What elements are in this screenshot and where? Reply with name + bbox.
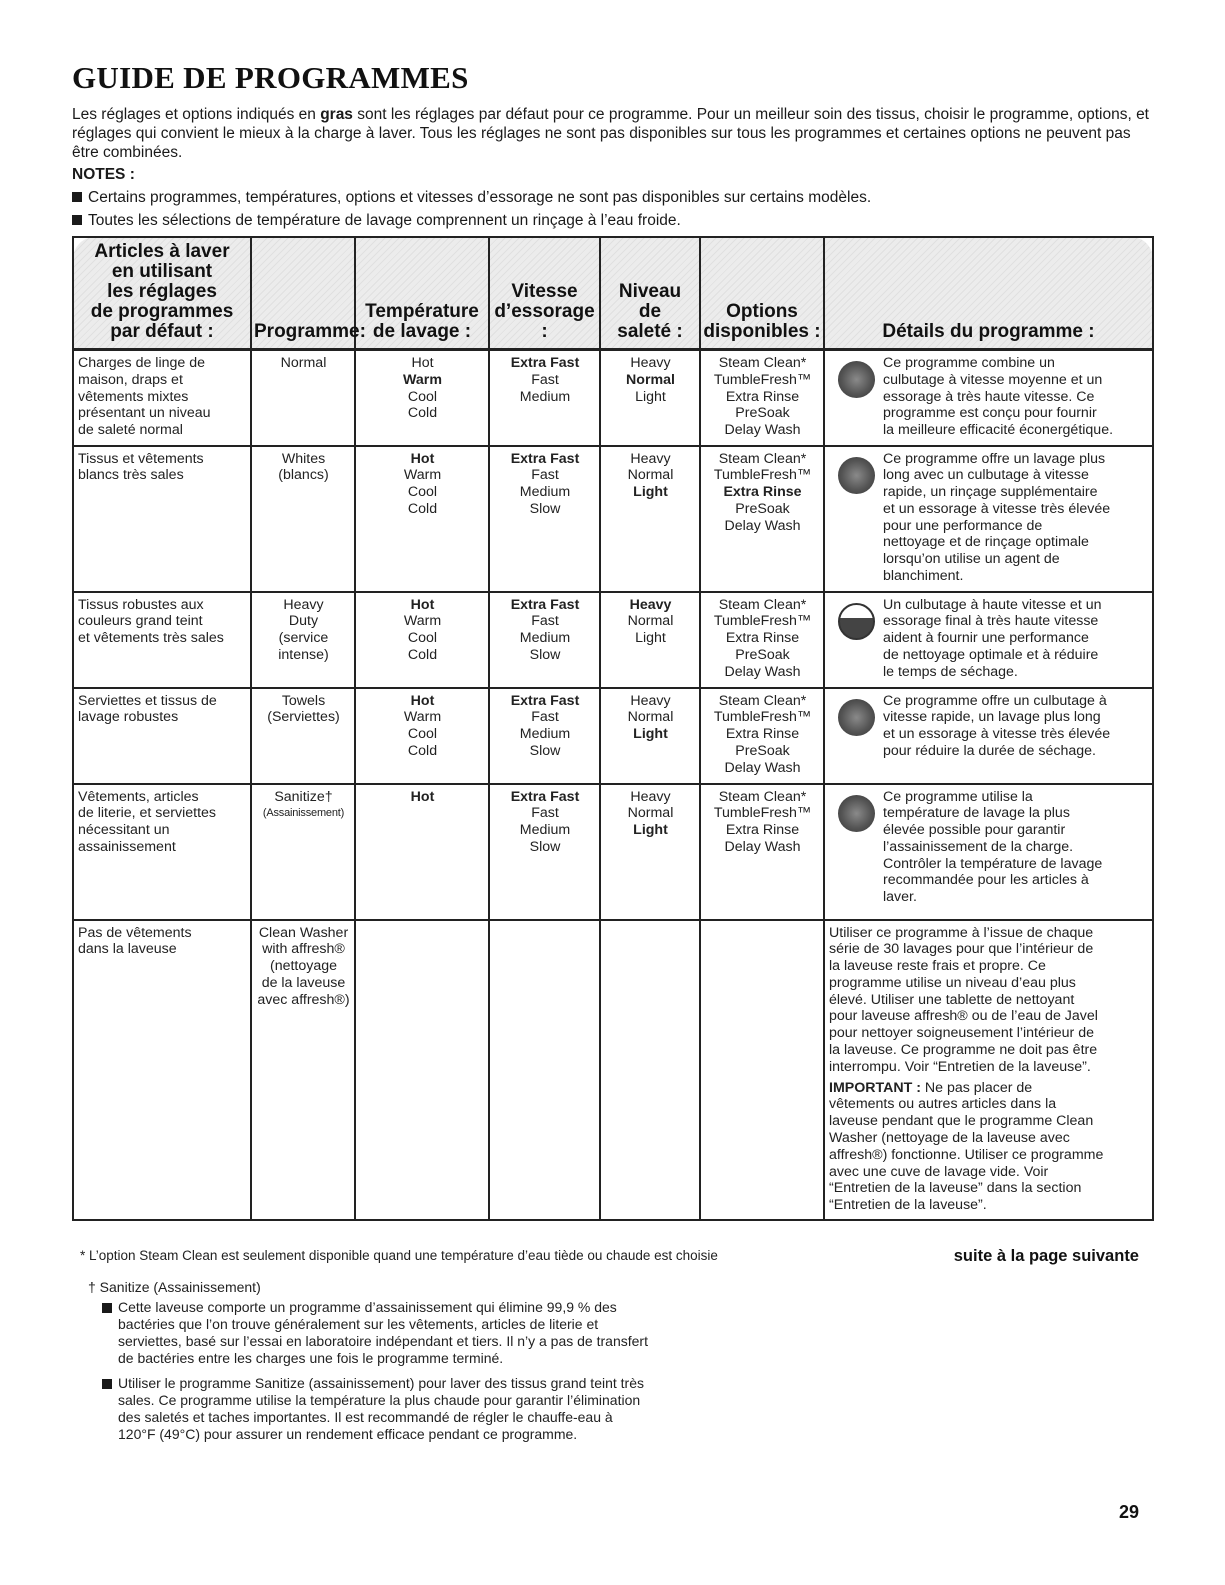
cycle-dial-icon xyxy=(838,603,875,640)
setting-value: Delay Wash xyxy=(724,759,801,776)
cell-line: Tissus et vêtements xyxy=(78,450,204,467)
setting-value: Cool xyxy=(407,388,438,405)
cell-options xyxy=(700,920,824,1221)
cell-vitesse xyxy=(489,592,600,688)
important-line xyxy=(829,1080,1149,1097)
setting-value: Delay Wash xyxy=(724,422,801,439)
cycle-dial-icon xyxy=(838,699,875,736)
setting-value: Cold xyxy=(407,500,438,517)
setting-value: PreSoak xyxy=(735,405,790,422)
sanitize-footnote xyxy=(88,1279,648,1451)
important-line: vêtements ou autres articles dans la xyxy=(829,1096,1057,1113)
cell-line: et vêtements très sales xyxy=(78,630,224,647)
setting-value: Extra Rinse xyxy=(725,822,800,839)
important-line: “Entretien de la laveuse” dans la section xyxy=(829,1180,1082,1197)
header-line: Vitesse xyxy=(511,281,578,302)
cell-details xyxy=(824,350,1153,446)
table-row xyxy=(73,784,1153,920)
details-wrap xyxy=(829,597,1149,681)
cell-temperature xyxy=(355,920,489,1221)
cell-temperature xyxy=(355,350,489,446)
setting-value: Warm xyxy=(403,467,442,484)
table-row xyxy=(73,920,1153,1221)
setting-value: Normal xyxy=(627,805,674,822)
details-text xyxy=(829,925,1149,1215)
cell-line: (nettoyage xyxy=(269,958,338,975)
details-line: pour réduire la durée de séchage. xyxy=(883,742,1096,759)
setting-value: Steam Clean* xyxy=(718,596,807,613)
details-line: Contrôler la température de lavage xyxy=(883,855,1103,872)
setting-value: Medium xyxy=(519,388,571,405)
important-note xyxy=(829,1080,1149,1214)
cell-line: de la laveuse xyxy=(261,974,346,991)
cell-articles xyxy=(73,592,251,688)
setting-value: Cool xyxy=(407,726,438,743)
default-setting: Hot xyxy=(410,450,435,467)
setting-value: Cold xyxy=(407,742,438,759)
setting-value: Medium xyxy=(519,726,571,743)
details-line: Utiliser ce programme à l’issue de chaque xyxy=(829,924,1094,941)
header-line: de xyxy=(638,301,662,322)
setting-value: Slow xyxy=(529,742,561,759)
cell-line: (Assainissement) xyxy=(262,807,345,820)
cell-line: Tissus robustes aux xyxy=(78,596,204,613)
cell-line: Vêtements, articles xyxy=(78,788,199,805)
cell-line: de saleté normal xyxy=(78,422,183,439)
footnote-text: Cette laveuse comporte un programme d’assainissement qui élimine 99,9 % des bactéries que l’on trouve généralement sur les vêtements, articles de literie et serviettes, basé sur l’essai en laboratoire indépendant et tiers. Il n’y a pas de transfert de bactéries entre les charges une fois le programme terminé. xyxy=(118,1299,648,1366)
cell-line: lavage robustes xyxy=(78,709,179,726)
details-wrap xyxy=(829,451,1149,585)
cycle-dial-icon xyxy=(838,795,875,832)
header-vitesse xyxy=(489,237,600,350)
bullet-square-icon xyxy=(102,1303,112,1313)
details-line: blanchiment. xyxy=(883,568,964,585)
cell-articles xyxy=(73,688,251,784)
details-line: Un culbutage à haute vitesse et un xyxy=(883,596,1102,613)
setting-value: Heavy xyxy=(630,355,671,371)
header-line: les réglages xyxy=(107,281,217,302)
setting-value: Light xyxy=(635,388,666,405)
cell-line: maison, draps et xyxy=(78,371,183,388)
cell-line: présentant un niveau xyxy=(78,405,211,422)
details-text xyxy=(883,355,1149,439)
cell-line: intense) xyxy=(278,646,329,663)
table-row xyxy=(73,592,1153,688)
setting-value: TumbleFresh™ xyxy=(713,805,812,822)
header-line: en utilisant xyxy=(111,261,213,282)
cell-line: Serviettes et tissus de xyxy=(78,692,217,709)
cell-programme xyxy=(251,784,355,920)
cell-line: Towels xyxy=(281,692,326,709)
setting-value: Cold xyxy=(407,646,438,663)
cell-articles xyxy=(73,784,251,920)
setting-value: TumbleFresh™ xyxy=(713,709,812,726)
details-line: laver. xyxy=(883,889,917,906)
cell-articles xyxy=(73,920,251,1221)
setting-value: Medium xyxy=(519,822,571,839)
cell-details xyxy=(824,784,1153,920)
setting-value: Cool xyxy=(407,484,438,501)
notes-title: NOTES : xyxy=(72,166,135,183)
setting-value: Delay Wash xyxy=(724,663,801,680)
note-text: Certains programmes, températures, options et vitesses d’essorage ne sont pas disponibles sur certains modèles. xyxy=(88,189,872,206)
setting-value: Slow xyxy=(529,838,561,855)
cell-vitesse xyxy=(489,688,600,784)
important-line: laveuse pendant que le programme Clean xyxy=(829,1113,1094,1130)
cell-temperature xyxy=(355,446,489,592)
setting-value: Hot xyxy=(411,355,434,371)
cell-line: Clean Washer xyxy=(258,924,349,941)
header-line: Niveau xyxy=(618,281,682,302)
header-line: de programmes xyxy=(90,301,234,322)
header-line: Détails du programme : xyxy=(882,321,1095,342)
header-line: d’essorage : xyxy=(494,301,595,342)
setting-value: Normal xyxy=(627,613,674,630)
details-line: essorage final à très haute vitesse xyxy=(883,613,1099,630)
header-details xyxy=(824,237,1153,350)
header-options xyxy=(700,237,824,350)
cell-temperature xyxy=(355,784,489,920)
header-programme xyxy=(251,237,366,350)
header-line: saleté : xyxy=(617,321,683,342)
cell-line: (Serviettes) xyxy=(267,709,340,726)
setting-value: Steam Clean* xyxy=(718,788,807,805)
setting-value: Delay Wash xyxy=(724,838,801,855)
cell-line: (blancs) xyxy=(278,467,329,484)
details-line: et un essorage à vitesse très élevée xyxy=(883,500,1111,517)
cell-options xyxy=(700,446,824,592)
details-line: la laveuse. Ce programme ne doit pas être xyxy=(829,1042,1098,1059)
header-niveau xyxy=(600,237,700,350)
default-setting: Warm xyxy=(403,371,442,388)
details-line: Ce programme combine un xyxy=(883,355,1055,371)
cell-line: dans la laveuse xyxy=(78,941,177,958)
details-line: l’assainissement de la charge. xyxy=(883,838,1074,855)
setting-value: Heavy xyxy=(630,692,671,709)
cell-options xyxy=(700,688,824,784)
details-wrap xyxy=(829,789,1149,907)
default-setting: Light xyxy=(633,726,668,743)
details-text xyxy=(883,693,1149,760)
setting-value: Heavy xyxy=(630,788,671,805)
cell-vitesse xyxy=(489,446,600,592)
details-line: interrompu. Voir “Entretien de la laveuse”. xyxy=(829,1058,1091,1075)
header-articles xyxy=(73,237,251,350)
important-line: Washer (nettoyage de la laveuse avec xyxy=(829,1130,1070,1147)
setting-value: Medium xyxy=(519,630,571,647)
cell-details xyxy=(824,920,1153,1221)
cell-details xyxy=(824,688,1153,784)
setting-value: Slow xyxy=(529,500,561,517)
default-setting: Extra Fast xyxy=(510,450,580,467)
cell-programme xyxy=(251,920,355,1221)
cell-line: de literie, et serviettes xyxy=(78,805,216,822)
details-line: programme est conçu pour fournir xyxy=(883,405,1097,422)
cell-vitesse xyxy=(489,350,600,446)
sanitize-footnote-title: † Sanitize (Assainissement) xyxy=(88,1279,261,1295)
cell-options xyxy=(700,592,824,688)
cell-line: Pas de vêtements xyxy=(78,924,192,941)
details-line: de nettoyage optimale et à réduire xyxy=(883,646,1099,663)
details-line: programme utilise un niveau d’eau plus xyxy=(829,974,1076,991)
default-setting: Hot xyxy=(410,692,435,709)
cell-line: Sanitize† xyxy=(274,788,333,805)
footnote-text: Utiliser le programme Sanitize (assainissement) pour laver des tissus grand teint très sales. Ce programme utilise la température la plus chaude pour garantir l’élimination des saletés et taches importantes. Il est recommandé de régler le chauffe-eau à 120°F (49°C) pour assurer un rendement efficace pendant ce programme. xyxy=(118,1375,644,1442)
cell-programme xyxy=(251,350,355,446)
bullet-square-icon xyxy=(72,215,82,225)
cell-niveau xyxy=(600,592,700,688)
cell-line: Normal xyxy=(280,355,327,371)
setting-value: Steam Clean* xyxy=(718,450,807,467)
cell-line: blancs très sales xyxy=(78,467,184,484)
default-setting: Extra Fast xyxy=(510,355,580,371)
intro-bold-word: gras xyxy=(320,106,353,123)
setting-value: Fast xyxy=(531,467,559,484)
intro-text-rest: sont les réglages par défaut pour ce programme. Pour un meilleur soin des tissus, choisir le programme, options, et réglages qui convient le mieux à la charge à laver. Tous les réglages ne sont pas disponibles sur tous les programmes et certaines options ne peuvent pas être combinées. xyxy=(72,106,1149,161)
setting-value: Slow xyxy=(529,646,561,663)
setting-value: TumbleFresh™ xyxy=(713,371,812,388)
table-row xyxy=(73,446,1153,592)
setting-value: Steam Clean* xyxy=(718,692,807,709)
setting-value: Cold xyxy=(407,405,438,422)
setting-value: Light xyxy=(635,630,666,647)
header-temperature xyxy=(355,237,489,350)
sanitize-footnote-item xyxy=(102,1299,648,1367)
setting-value: Warm xyxy=(403,613,442,630)
cell-niveau xyxy=(600,784,700,920)
cell-options xyxy=(700,784,824,920)
cell-line: avec affresh®) xyxy=(257,991,350,1008)
details-line: long avec un culbutage à vitesse xyxy=(883,467,1089,484)
cell-vitesse xyxy=(489,784,600,920)
details-line: culbutage à vitesse moyenne et un xyxy=(883,371,1103,388)
footnote-steam-clean: * L’option Steam Clean est seulement disponible quand une température d’eau tiède ou chaude est choisie xyxy=(80,1248,718,1263)
bullet-square-icon xyxy=(102,1379,112,1389)
intro-text: Les réglages et options indiqués en xyxy=(72,106,321,123)
setting-value: Heavy xyxy=(630,450,671,467)
header-line: Température xyxy=(365,301,479,322)
default-setting: Hot xyxy=(410,788,435,805)
setting-value: Medium xyxy=(519,484,571,501)
details-line: la laveuse reste frais et propre. Ce xyxy=(829,958,1046,975)
page xyxy=(72,60,1152,1221)
cell-articles xyxy=(73,446,251,592)
cell-line: with affresh® xyxy=(262,941,345,958)
cell-line: vêtements mixtes xyxy=(78,388,189,405)
details-line: élevé. Utiliser une tablette de nettoyant xyxy=(829,991,1075,1008)
cell-temperature xyxy=(355,592,489,688)
details-line: pour laveuse affresh® ou de l’eau de Javel xyxy=(829,1008,1098,1025)
page-number: 29 xyxy=(1118,1502,1139,1522)
setting-value: Extra Rinse xyxy=(725,726,800,743)
cycle-dial-icon xyxy=(838,361,875,398)
details-line: pour nettoyer soigneusement l’intérieur de xyxy=(829,1025,1094,1042)
cell-details xyxy=(824,446,1153,592)
details-line: la meilleure efficacité éconergétique. xyxy=(883,422,1114,439)
details-line: Ce programme offre un lavage plus xyxy=(883,450,1106,467)
details-line: essorage à très haute vitesse. Ce xyxy=(883,388,1095,405)
default-setting: Light xyxy=(633,484,668,501)
details-wrap xyxy=(829,925,1149,1215)
setting-value: Fast xyxy=(531,709,559,726)
cell-temperature xyxy=(355,688,489,784)
intro-paragraph xyxy=(72,105,1152,162)
important-line: avec une cuve de lavage vide. Voir xyxy=(829,1163,1049,1180)
note-item xyxy=(72,188,1152,207)
cell-line: couleurs grand teint xyxy=(78,613,203,630)
cell-niveau xyxy=(600,350,700,446)
header-line: par défaut : xyxy=(110,321,214,342)
setting-value: TumbleFresh™ xyxy=(713,467,812,484)
details-line: le temps de séchage. xyxy=(883,663,1018,680)
default-setting: Extra Fast xyxy=(510,788,580,805)
cell-vitesse xyxy=(489,920,600,1221)
details-line: aident à fournir une performance xyxy=(883,630,1089,647)
table-header-row xyxy=(73,237,1153,350)
setting-value: Fast xyxy=(531,613,559,630)
default-setting: Normal xyxy=(626,371,675,388)
cell-line: (service xyxy=(278,630,329,647)
default-setting: Extra Fast xyxy=(510,596,580,613)
cell-programme xyxy=(251,446,355,592)
cell-options xyxy=(700,350,824,446)
details-line: élevée possible pour garantir xyxy=(883,822,1066,839)
setting-value: Delay Wash xyxy=(724,517,801,534)
cell-niveau xyxy=(600,688,700,784)
note-text: Toutes les sélections de température de lavage comprennent un rinçage à l’eau froide. xyxy=(88,212,681,229)
setting-value: Warm xyxy=(403,709,442,726)
header-line: Options xyxy=(726,301,798,322)
cell-line: Heavy xyxy=(283,596,324,613)
setting-value: PreSoak xyxy=(735,742,790,759)
cell-programme xyxy=(251,688,355,784)
table-body xyxy=(73,350,1153,1221)
sanitize-footnote-item xyxy=(102,1375,648,1443)
setting-value: Fast xyxy=(531,805,559,822)
setting-value: Normal xyxy=(627,467,674,484)
default-setting: Light xyxy=(633,822,668,839)
header-line: disponibles : xyxy=(703,321,821,342)
cell-line: assainissement xyxy=(78,838,176,855)
details-line: série de 30 lavages pour que l’intérieur de xyxy=(829,941,1094,958)
details-line: rapide, un rinçage supplémentaire xyxy=(883,484,1098,501)
details-wrap xyxy=(829,355,1149,439)
important-label: IMPORTANT : xyxy=(829,1079,921,1096)
default-setting: Extra Rinse xyxy=(723,484,802,501)
header-line: Programme: xyxy=(254,321,366,342)
cell-details xyxy=(824,592,1153,688)
continued-next-page: suite à la page suivante xyxy=(953,1247,1139,1265)
setting-value: TumbleFresh™ xyxy=(713,613,812,630)
details-line: pour une performance de xyxy=(883,517,1043,534)
table-row xyxy=(73,688,1153,784)
details-line: vitesse rapide, un lavage plus long xyxy=(883,709,1101,726)
setting-value: Extra Rinse xyxy=(725,388,800,405)
setting-value: PreSoak xyxy=(735,500,790,517)
important-text: Ne pas placer de xyxy=(920,1079,1033,1096)
cell-articles xyxy=(73,350,251,446)
details-line: température de lavage la plus xyxy=(883,805,1070,822)
cell-programme xyxy=(251,592,355,688)
default-setting: Heavy xyxy=(629,596,672,613)
default-setting: Hot xyxy=(410,596,435,613)
header-line: de lavage : xyxy=(372,321,472,342)
cell-niveau xyxy=(600,446,700,592)
cell-niveau xyxy=(600,920,700,1221)
setting-value: Fast xyxy=(531,371,559,388)
cell-line: Charges de linge de xyxy=(78,355,205,371)
cycle-dial-icon xyxy=(838,457,875,494)
page-title: GUIDE DE PROGRAMMES xyxy=(72,60,469,95)
important-line: affresh®) fonctionne. Utiliser ce programme xyxy=(829,1146,1104,1163)
bullet-square-icon xyxy=(72,192,82,202)
details-text xyxy=(883,789,1149,907)
setting-value: PreSoak xyxy=(735,646,790,663)
setting-value: Cool xyxy=(407,630,438,647)
details-line: Ce programme offre un culbutage à xyxy=(883,692,1107,709)
details-text xyxy=(883,597,1149,681)
details-text xyxy=(883,451,1149,585)
default-setting: Extra Fast xyxy=(510,692,580,709)
table-row xyxy=(73,350,1153,446)
program-guide-table xyxy=(72,236,1154,1221)
details-wrap xyxy=(829,693,1149,760)
setting-value: Extra Rinse xyxy=(725,630,800,647)
important-line: “Entretien de la laveuse”. xyxy=(829,1197,987,1214)
header-line: Articles à laver xyxy=(94,241,230,262)
details-line: recommandée pour les articles à xyxy=(883,872,1089,889)
note-item xyxy=(72,211,1152,230)
cell-line: nécessitant un xyxy=(78,822,170,839)
setting-value: Steam Clean* xyxy=(718,355,807,371)
cell-line: Whites xyxy=(281,450,326,467)
details-line: lorsqu’on utilise un agent de xyxy=(883,551,1060,568)
details-line: Ce programme utilise la xyxy=(883,788,1033,805)
cell-line: Duty xyxy=(288,613,319,630)
details-line: et un essorage à vitesse très élevée xyxy=(883,726,1111,743)
details-line: nettoyage et de rinçage optimale xyxy=(883,534,1089,551)
setting-value: Normal xyxy=(627,709,674,726)
